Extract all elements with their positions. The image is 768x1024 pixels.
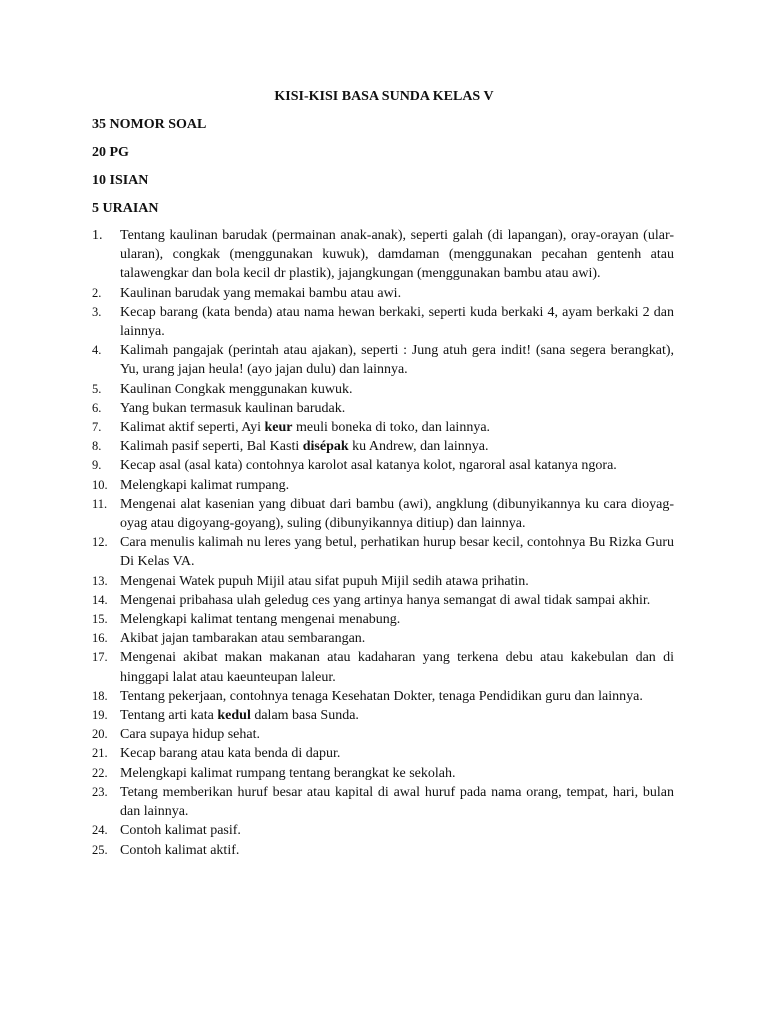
text-segment: Contoh kalimat pasif.	[120, 823, 241, 839]
list-item	[92, 341, 674, 379]
item-number: 15.	[92, 612, 108, 627]
item-number: 9.	[92, 458, 102, 473]
list-item	[92, 303, 674, 341]
item-text	[120, 727, 260, 742]
item-number: 14.	[92, 592, 108, 607]
text-segment: Melengkapi kalimat rumpang.	[120, 477, 290, 493]
text-segment: Mengenai alat kasenian yang dibuat dari bambu (awi), angklung (dibunyikannya ku cara dioyag-oyag atau digoyang-goyang), suling (dibunyikannya ditiup) dan lainnya.	[120, 496, 674, 532]
item-number: 4.	[92, 343, 102, 358]
document-title: KISI-KISI BASA SUNDA KELAS V	[274, 89, 494, 104]
list-item	[92, 648, 674, 686]
item-number: 3.	[92, 304, 102, 319]
item-text	[120, 478, 289, 493]
list-item	[92, 744, 674, 763]
text-segment: Mengenai Watek pupuh Mijil atau sifat pupuh Mijil sedih atawa prihatin.	[120, 573, 529, 589]
item-text	[120, 785, 674, 819]
item-text	[120, 382, 353, 397]
item-text	[120, 286, 401, 301]
item-text	[120, 439, 489, 454]
list-item	[92, 821, 674, 840]
text-segment: Kecap barang (kata benda) atau nama hewan berkaki, seperti kuda berkaki 4, ayam berkaki 2 dan lainnya.	[120, 304, 674, 340]
item-number: 7.	[92, 420, 102, 435]
list-item	[92, 226, 674, 284]
item-text	[120, 497, 674, 531]
item-text	[120, 535, 674, 569]
item-number: 20.	[92, 727, 108, 742]
item-number: 2.	[92, 285, 102, 300]
text-segment: Kecap barang atau kata benda di dapur.	[120, 746, 341, 762]
list-item	[92, 687, 674, 706]
item-text	[120, 823, 241, 838]
text-segment: meuli boneka di toko, dan lainnya.	[292, 420, 491, 436]
text-segment: Tentang arti kata	[120, 708, 218, 724]
text-segment: Tetang memberikan huruf besar atau kapital di awal huruf pada nama orang, tempat, hari, bulan dan lainnya.	[120, 784, 674, 820]
list-item	[92, 533, 674, 571]
text-segment: Cara menulis kalimah nu leres yang betul, perhatikan hurup besar kecil, contohnya Bu Rizka Guru Di Kelas VA.	[120, 535, 674, 570]
bold-keyword: keur	[264, 420, 293, 436]
list-item	[92, 456, 674, 475]
item-number: 22.	[92, 765, 108, 780]
list-item	[92, 437, 674, 456]
item-text	[120, 766, 456, 781]
item-number: 19.	[92, 708, 108, 723]
item-number: 10.	[92, 477, 108, 492]
item-text	[120, 458, 617, 473]
heading-essay: 5 URAIAN	[92, 201, 159, 216]
heading-fill-in: 10 ISIAN	[92, 173, 149, 188]
text-segment: Kaulinan barudak yang memakai bambu atau awi.	[120, 285, 402, 301]
text-segment: Melengkapi kalimat tentang mengenai menabung.	[120, 612, 401, 628]
item-number: 18.	[92, 688, 108, 703]
bold-keyword: kedul	[217, 708, 251, 724]
item-text	[120, 650, 674, 684]
text-segment: Mengenai pribahasa ulah geledug ces yang artinya hanya semangat di awal tidak sampai akhir.	[120, 592, 651, 608]
item-text	[120, 420, 490, 435]
text-segment: Yang bukan termasuk kaulinan barudak.	[120, 400, 346, 416]
text-segment: Kalimah pasif seperti, Bal Kasti	[120, 439, 303, 455]
list-item	[92, 783, 674, 821]
item-text	[120, 746, 340, 761]
text-segment: Kecap asal (asal kata) contohnya karolot asal katanya kolot, ngaroral asal katanya ngora.	[120, 458, 617, 474]
item-number: 6.	[92, 400, 102, 415]
question-list	[92, 226, 674, 860]
item-text	[120, 631, 365, 646]
item-text	[120, 843, 239, 858]
item-text	[120, 305, 674, 339]
list-item	[92, 284, 674, 303]
item-number: 5.	[92, 381, 102, 396]
item-number: 1.	[92, 228, 103, 243]
item-number: 24.	[92, 823, 108, 838]
item-number: 23.	[92, 784, 108, 799]
list-item	[92, 725, 674, 744]
item-text	[120, 708, 359, 723]
item-number: 17.	[92, 650, 108, 665]
text-segment: Contoh kalimat aktif.	[120, 842, 240, 858]
item-text	[120, 593, 650, 608]
item-number: 16.	[92, 631, 108, 646]
list-item	[92, 629, 674, 648]
list-item	[92, 380, 674, 399]
item-number: 25.	[92, 842, 108, 857]
list-item	[92, 841, 674, 860]
item-text	[120, 228, 674, 281]
text-segment: Cara supaya hidup sehat.	[120, 727, 260, 743]
text-segment: Kaulinan Congkak menggunakan kuwuk.	[120, 381, 353, 397]
item-text	[120, 689, 643, 704]
bold-keyword: disépak	[302, 439, 349, 455]
list-item	[92, 572, 674, 591]
text-segment: Kalimat aktif seperti, Ayi	[120, 420, 265, 436]
item-number: 8.	[92, 439, 102, 454]
text-segment: ku Andrew, dan lainnya.	[348, 439, 489, 455]
text-segment: Melengkapi kalimat rumpang tentang berangkat ke sekolah.	[120, 765, 456, 781]
text-segment: Tentang kaulinan barudak (permainan anak-anak), seperti galah (di lapangan), oray-orayan (ular-ularan), congkak (menggunakan kuwuk), damdaman (menggunakan pecahan gentenh atau talawengkar dan bola kecil dr plastik), jajangkungan (menggunakan bambu atau awi).	[120, 228, 674, 282]
list-item	[92, 399, 674, 418]
heading-group	[92, 115, 206, 227]
list-item	[92, 476, 674, 495]
list-item	[92, 418, 674, 437]
item-text	[120, 612, 400, 627]
item-text	[120, 401, 345, 416]
heading-total-questions: 35 NOMOR SOAL	[92, 117, 207, 132]
item-number: 12.	[92, 535, 108, 550]
text-segment: dalam basa Sunda.	[250, 708, 359, 724]
item-number: 21.	[92, 746, 108, 761]
list-item	[92, 591, 674, 610]
list-item	[92, 495, 674, 533]
list-item	[92, 764, 674, 783]
text-segment: Kalimah pangajak (perintah atau ajakan), seperti : Jung atuh gera indit! (sana segera berangkat), Yu, urang jajan heula! (ayo jajan dulu) dan lainnya.	[120, 343, 674, 378]
item-number: 11.	[92, 496, 108, 511]
list-item	[92, 610, 674, 629]
item-number: 13.	[92, 573, 108, 588]
text-segment: Akibat jajan tambarakan atau sembarangan.	[120, 631, 366, 647]
text-segment: Tentang pekerjaan, contohnya tenaga Kesehatan Dokter, tenaga Pendidikan guru dan lainnya.	[120, 688, 643, 704]
text-segment: Mengenai akibat makan makanan atau kadaharan yang terkena debu atau kakebulan dan di hinggapi lalat atau kaeunteupan laleur.	[120, 650, 674, 685]
list-item	[92, 706, 674, 725]
item-text	[120, 574, 529, 589]
heading-multiple-choice: 20 PG	[92, 145, 129, 160]
item-text	[120, 343, 674, 377]
